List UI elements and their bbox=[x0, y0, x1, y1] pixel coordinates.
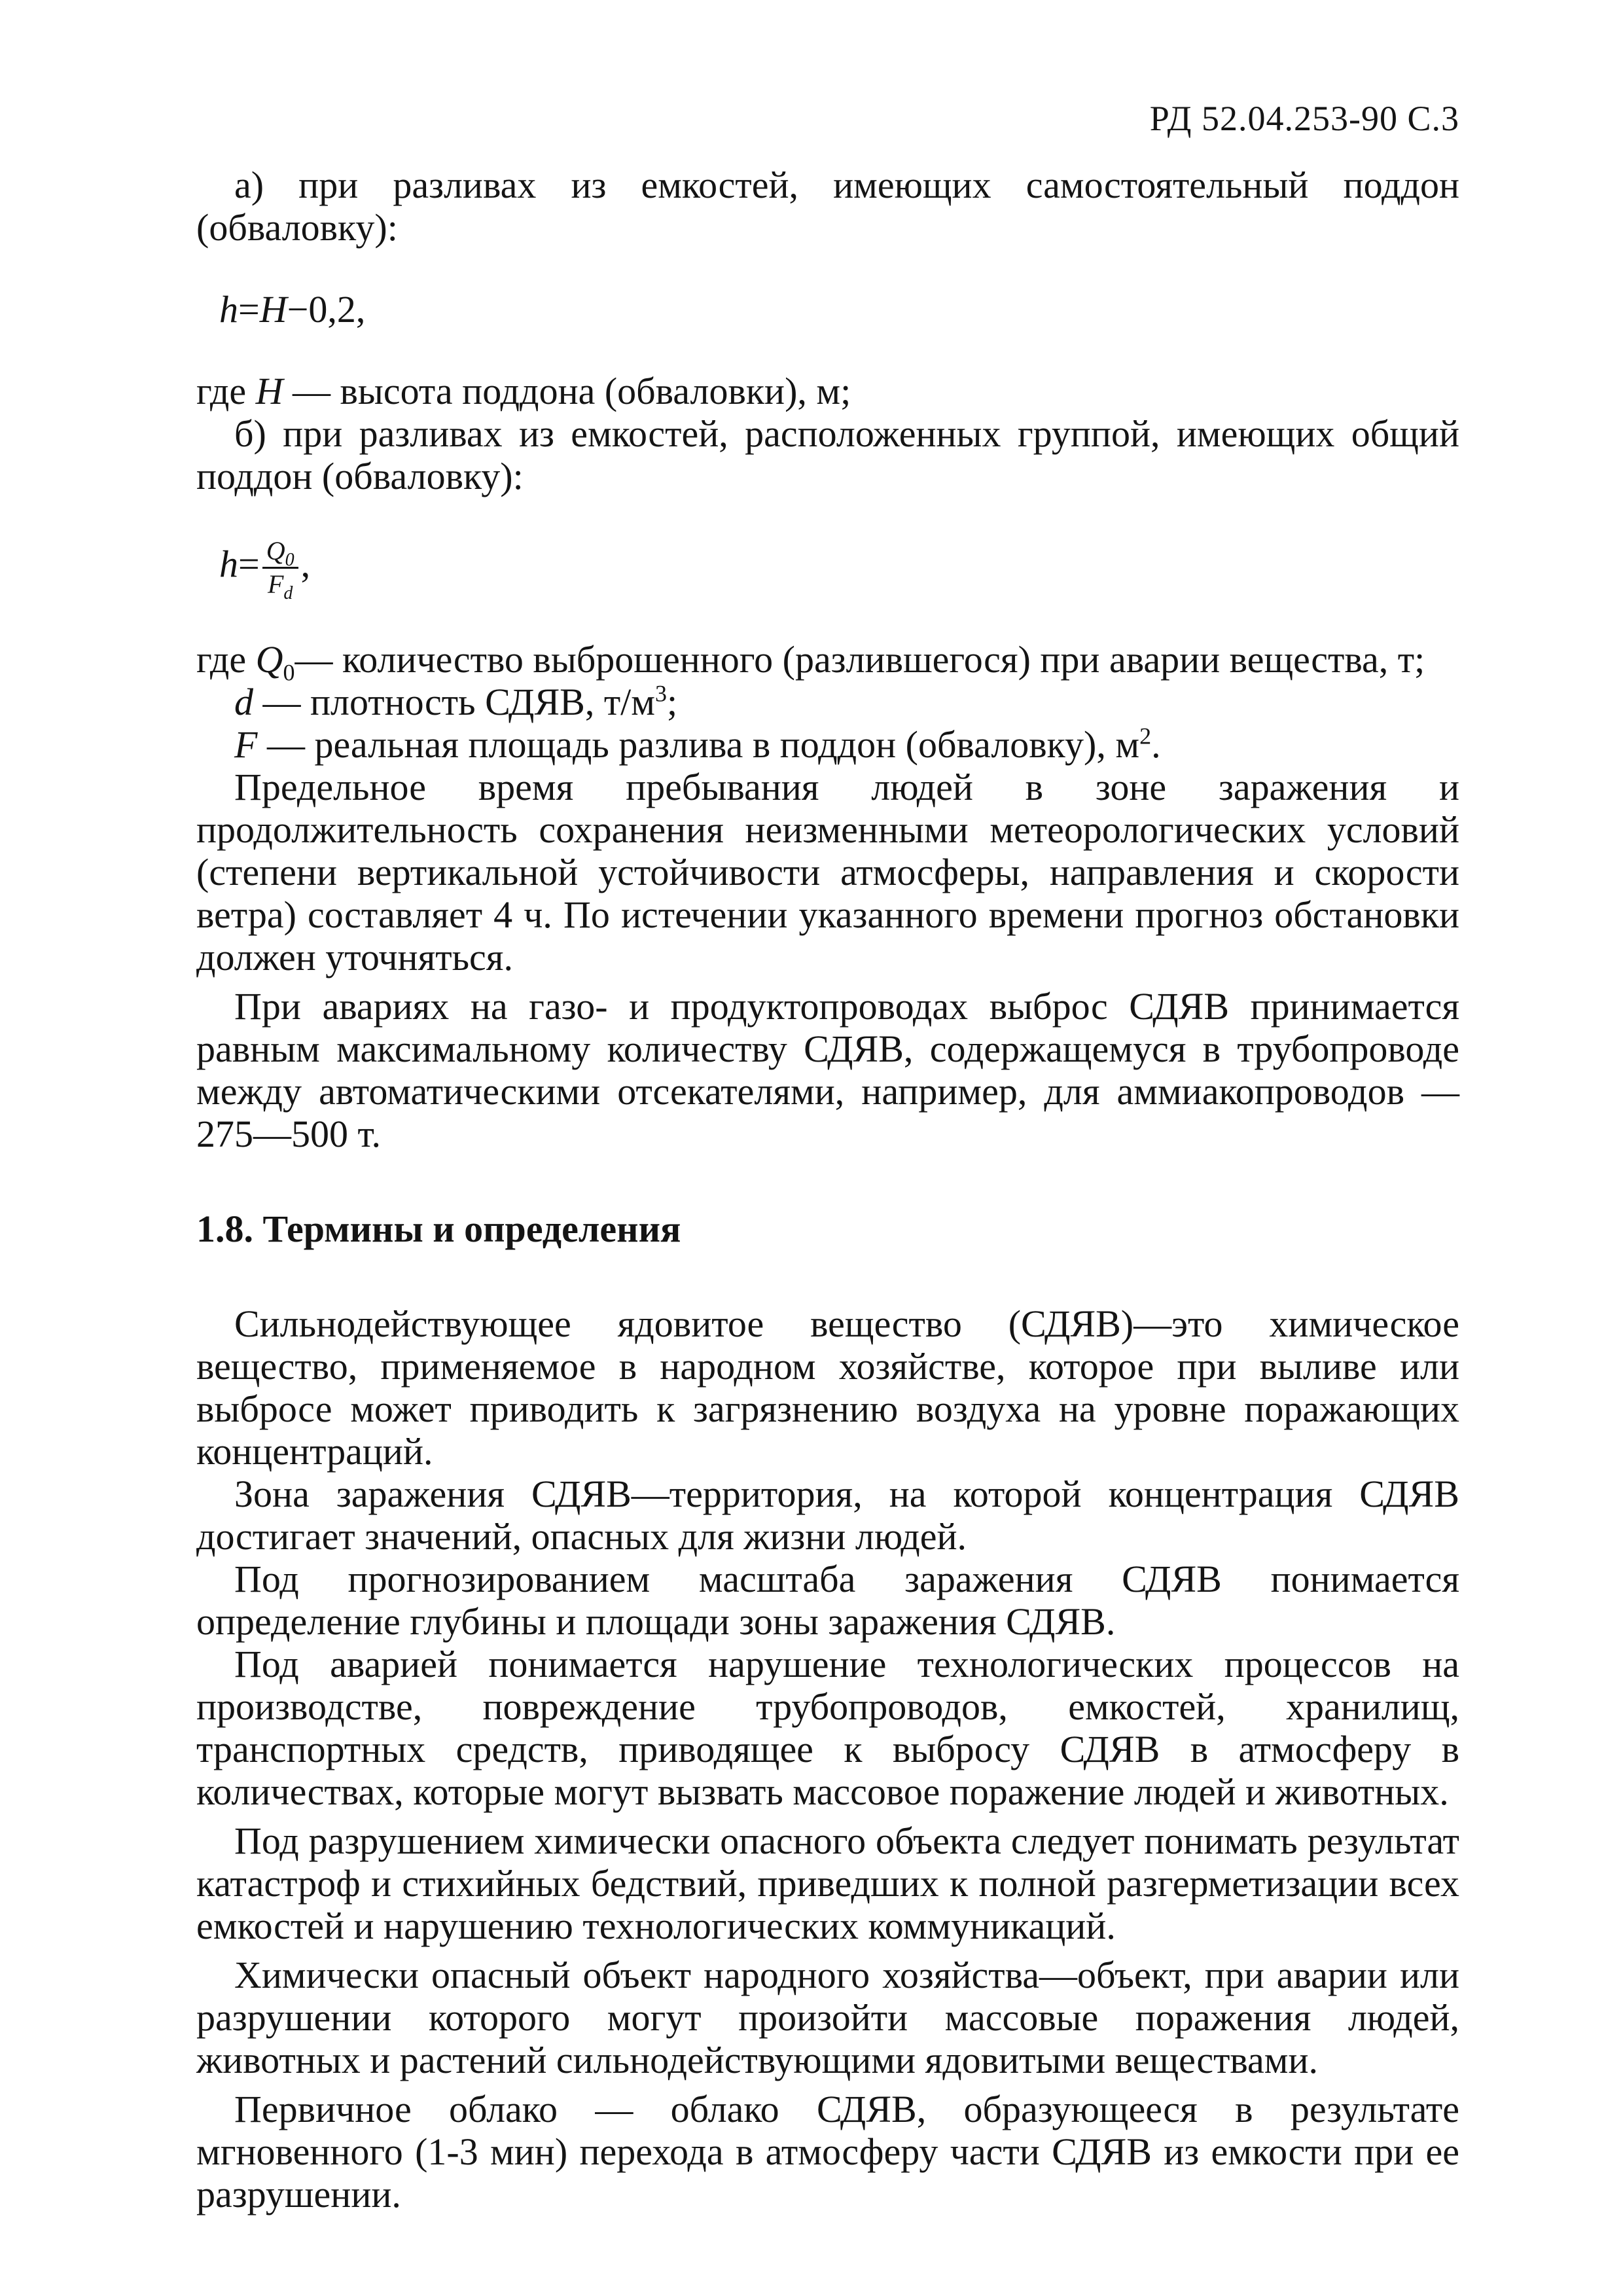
where-Q-text: — количество выброшенного (разлившегося) при аварии вещества, т; bbox=[294, 638, 1425, 681]
paragraph-pipeline: При авариях на газо- и продуктопроводах выброс СДЯВ принимается равным максимальному количеству СДЯВ, содержащемуся в трубопроводе между автоматическими отсекателями, например, для аммиакопроводов — 275—500 т. bbox=[196, 985, 1459, 1155]
definition-zone: Зона заражения СДЯВ—территория, на которой концентрация СДЯВ достигает значений, опасных для жизни людей. bbox=[196, 1473, 1459, 1558]
formula2-fraction bbox=[262, 536, 298, 603]
where-Q-var: Q bbox=[255, 638, 283, 681]
definition-hazardous-object: Химически опасный объект народного хозяйства—объект, при аварии или разрушении которого могут произойти массовые поражения людей, животных и растений сильнодействующими ядовитыми веществами. bbox=[196, 1954, 1459, 2081]
where-d-line bbox=[196, 681, 1459, 723]
where-H-var: H bbox=[255, 370, 283, 412]
formula2-h: h bbox=[219, 542, 238, 585]
where-d-sup: 3 bbox=[654, 680, 667, 707]
formula-h: h bbox=[219, 288, 238, 331]
denominator-sub: d bbox=[283, 583, 293, 603]
numerator-sub: 0 bbox=[285, 550, 294, 570]
definition-accident: Под аварией понимается нарушение технологических процессов на производстве, повреждение трубопроводов, емкостей, хранилищ, транспортных средств, приводящее к выбросу СДЯВ в атмосферу в количествах, которые могут вызвать массовое поражение людей и животных. bbox=[196, 1643, 1459, 1813]
where-Q-prefix: где bbox=[196, 638, 256, 681]
section-heading: 1.8. Термины и определения bbox=[196, 1208, 681, 1250]
where-H-line bbox=[196, 370, 1459, 412]
definition-forecast: Под прогнозированием масштаба заражения СДЯВ понимается определение глубины и площади зоны заражения СДЯВ. bbox=[196, 1558, 1459, 1643]
fraction-denominator bbox=[262, 569, 298, 603]
where-d-tail: ; bbox=[666, 681, 678, 723]
where-H-text: — высота поддона (обваловки), м; bbox=[283, 370, 851, 412]
definition-destruction: Под разрушением химически опасного объекта следует понимать результат катастроф и стихийных бедствий, приведших к полной разгерметизации всех емкостей и нарушению технологических коммуникаций. bbox=[196, 1820, 1459, 1947]
where-Q-line bbox=[196, 638, 1459, 686]
formula-H: H bbox=[259, 288, 287, 331]
formula2-tail: , bbox=[300, 542, 311, 585]
formula-rest: −0,2, bbox=[287, 288, 366, 331]
where-F-sup: 2 bbox=[1139, 723, 1152, 749]
fraction-numerator bbox=[262, 537, 298, 569]
numerator-Q: Q bbox=[266, 536, 285, 565]
denominator-F: F bbox=[267, 569, 284, 599]
where-Q-sub: 0 bbox=[283, 659, 295, 686]
where-F-var: F bbox=[234, 723, 258, 766]
where-F-tail: . bbox=[1151, 723, 1161, 766]
where-d-var: d bbox=[234, 681, 253, 723]
page-header: РД 52.04.253-90 С.3 bbox=[1149, 99, 1459, 138]
definition-primary-cloud: Первичное облако — облако СДЯВ, образующееся в результате мгновенного (1-3 мин) перехода в атмосферу части СДЯВ из емкости при ее разрушении. bbox=[196, 2088, 1459, 2215]
where-F-text: — реальная площадь разлива в поддон (обваловку), м bbox=[257, 723, 1140, 766]
where-d-text: — плотность СДЯВ, т/м bbox=[253, 681, 655, 723]
formula-equals: = bbox=[238, 288, 260, 331]
paragraph-time-limit: Предельное время пребывания людей в зоне заражения и продолжительность сохранения неизменными метеорологических условий (степени вертикальной устойчивости атмосферы, направления и скорости ветра) составляет 4 ч. По истечении указанного времени прогноз обстановки должен уточняться. bbox=[196, 766, 1459, 978]
paragraph-case-b: б) при разливах из емкостей, расположенных группой, имеющих общий поддон (обваловку): bbox=[196, 412, 1459, 497]
formula-h-equals-H bbox=[219, 288, 1459, 331]
document-body bbox=[196, 164, 1459, 2215]
definition-sdyav: Сильнодействующее ядовитое вещество (СДЯВ)—это химическое вещество, применяемое в народном хозяйстве, которое при выливе или выбросе может приводить к загрязнению воздуха на уровне поражающих концентраций. bbox=[196, 1302, 1459, 1473]
paragraph-case-a: а) при разливах из емкостей, имеющих самостоятельный поддон (обваловку): bbox=[196, 164, 1459, 249]
where-prefix: где bbox=[196, 370, 256, 412]
formula2-equals: = bbox=[238, 542, 260, 585]
formula-h-fraction bbox=[219, 536, 1459, 603]
where-F-line bbox=[196, 723, 1459, 766]
